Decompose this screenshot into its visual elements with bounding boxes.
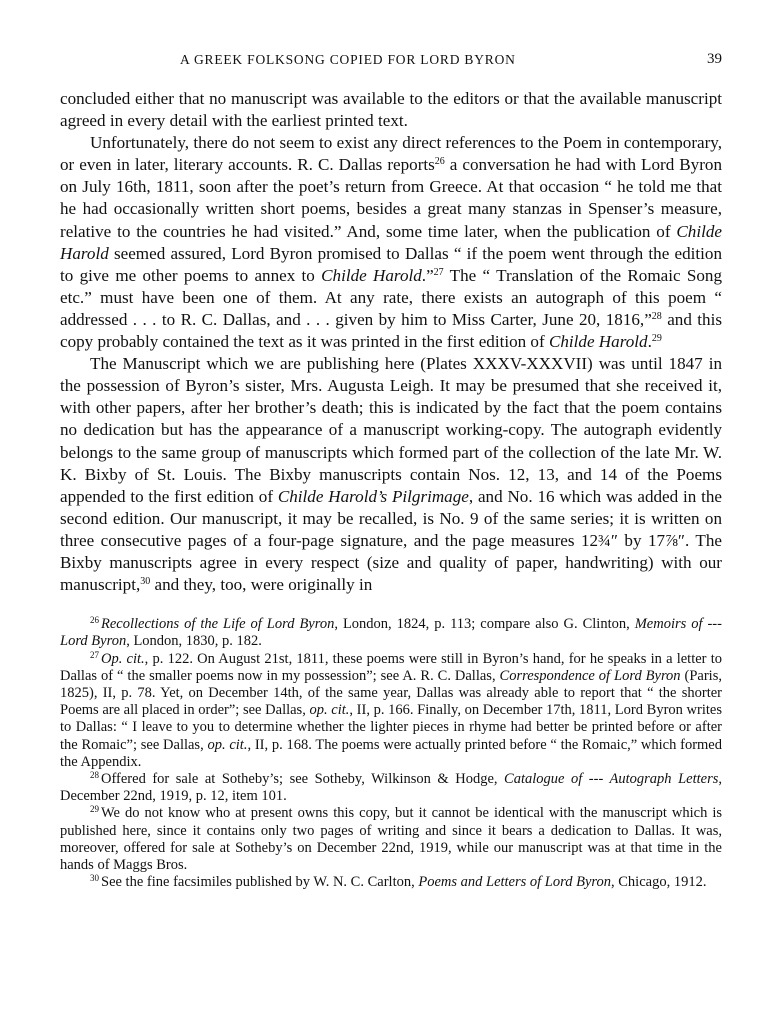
footnote-28: $^{28}$ Offered for sale at Sotheby’s; see Sotheby, Wilkinson & Hodge, Catalogue of --- Autograph Letters, December 22nd, 1919, p. 12, item 101. [60, 769, 722, 805]
page-number: 39 [707, 51, 722, 67]
paragraph-3: The Manuscript which we are publishing here (Plates XXXV-XXXVII) was until 1847 in the possession of Byron’s sister, Mrs. Augusta Leigh. It may be presumed that she received it, with other papers, after her brother’s death; this is indicated by the fact that the poem contains no dedication but has the appearance of a manuscript working-copy. The autograph evidently belongs to the same group of manuscripts which formed part of the collection of the late Mr. W. K. Bixby of St. Louis. The Bixby manuscripts contain Nos. 12, 13, and 14 of the Poems appended to the first edition of Childe Harold’s Pilgrimage, and No. 16 which was added in the second edition. Our manuscript, it may be recalled, is No. 9 of the same series; it is written on three consecutive pages of a four-page signature, and the page measures 12¾″ by 17⅞″. The Bixby manuscripts agree in every respect (size and quality of paper, handwriting) with our manuscript,$^{30}$ and they, too, were originally in [60, 354, 722, 595]
footnote-number: 29 [90, 804, 99, 815]
footnote-26: $^{26}$ Recollections of the Life of Lord Byron, London, 1824, p. 113; compare also G. Clinton, Memoirs of --- Lord Byron, London, 1830, p. 182. [60, 615, 722, 650]
title-childe-harold: Childe Harold [548, 332, 648, 352]
paragraph-2: Unfortunately, there do not seem to exist any direct references to the Poem in contemporary, or even in later, literary accounts. R. C. Dallas reports$^{26}$ a conversation he had with Lord Byron on July 16th, 1811, soon after the poet’s return from Greece. At that occasion “ he told me that he had occasionally written short poems, besides a great many stanzas in Spenser’s measure, relative to the countries he had visited.” And, some time later, when the publication of Childe Harold seemed assured, Lord Byron promised to Dallas “ if the poem went through the edition to give me other poems to annex to Childe Harold.”$^{27}$ The “ Translation of the Romaic Song etc.” must have been one of them. At any rate, there exists an autograph of this poem “ addressed . . . to R. C. Dallas, and . . . given by him to Miss Carter, June 20, 1816,”$^{28}$ and this copy probably contained the text as it was printed in the first edition of Childe Harold.$^{29}$ [60, 133, 722, 352]
footnotes [60, 616, 722, 891]
footnote-ref-26[interactable]: 26 [434, 156, 445, 168]
running-title: A GREEK FOLKSONG COPIED FOR LORD BYRON [180, 52, 516, 67]
footnote-number: 30 [90, 873, 99, 884]
footnote-29: $^{29}$ We do not know who at present owns this copy, but it cannot be identical with the manuscript which is published here, since it contains only two pages of writing and since it bears a dedication to Dallas. It was, moreover, offered for sale at Sotheby’s on December 22nd, 1919, while our manuscript was at that time in the hands of Maggs Bros. [60, 804, 722, 873]
footnote-ref-30[interactable]: 30 [140, 576, 151, 588]
footnote-27: $^{27}$ Op. cit., p. 122. On August 21st, 1811, these poems were still in Byron’s hand, for he speaks in a letter to Dallas of “ the smaller poems now in my possession”; see A. R. C. Dallas, Correspondence of Lord Byron (Paris, 1825), II, p. 78. Yet, on December 14th, of the same year, Dallas was already able to report that “ the shorter Poems are all placed in order”; see Dallas, op. cit., II, p. 166. Finally, on December 17th, 1811, Lord Byron writes to Dallas: “ I leave to you to determine whether the lighter pieces in rhyme had better be printed before or after the Romaic”; see Dallas, op. cit., II, p. 168. The poems were actually printed before “ the Romaic,” which formed the Appendix. [60, 649, 722, 770]
footnote-number: 27 [90, 649, 99, 660]
footnote-ref-27[interactable]: 27 [433, 266, 444, 278]
title-childe-harold: Childe Harold [321, 265, 422, 285]
title-childe-harolds-pilgrimage: Childe Harold’s Pilgrimage [277, 486, 469, 506]
title-childe-harold: Childe Harold [60, 221, 722, 263]
paragraph-1: concluded either that no manuscript was available to the editors or that the available manuscript agreed in every detail with the earliest printed text. [60, 89, 722, 131]
footnote-ref-28[interactable]: 28 [651, 310, 662, 322]
main-text [60, 88, 722, 596]
footnote-ref-29[interactable]: 29 [651, 333, 662, 345]
book-page [60, 48, 722, 891]
footnote-number: 26 [90, 615, 99, 626]
footnote-30: $^{30}$ See the fine facsimiles published by W. N. C. Carlton, Poems and Letters of Lord Byron, Chicago, 1912. [90, 873, 707, 891]
footnote-number: 28 [90, 769, 99, 780]
page-header [60, 48, 722, 74]
